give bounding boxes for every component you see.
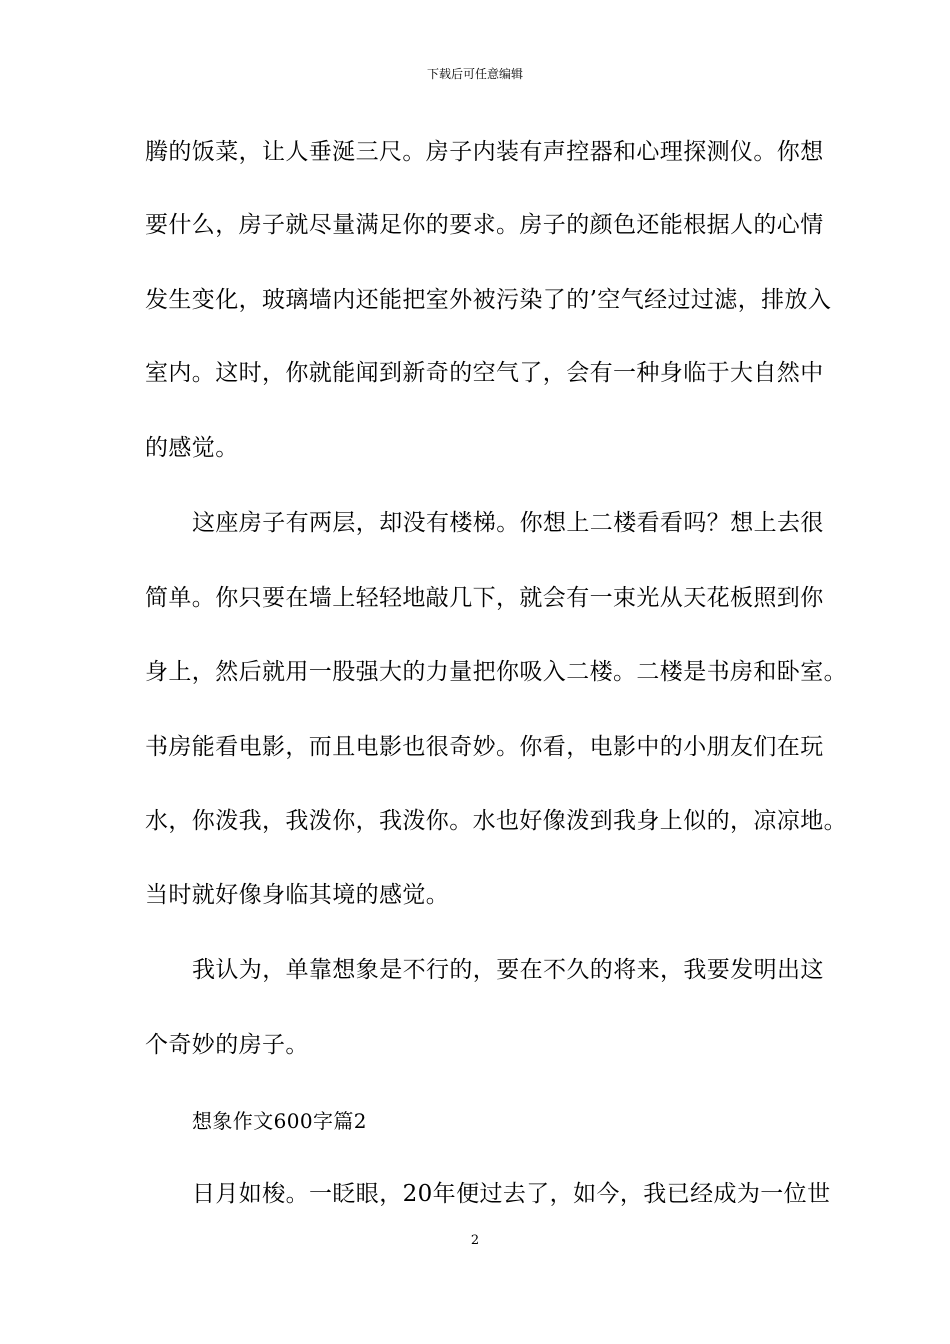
body-line: 发生变化，玻璃墙内还能把室外被污染了的’空气经过过滤，排放入 <box>145 287 832 313</box>
paragraph-first-line: 我认为，单靠想象是不行的，要在不久的将来，我要发明出这 <box>192 957 824 983</box>
body-line: 室内。这时，你就能闻到新奇的空气了，会有一种身临于大自然中 <box>145 360 824 386</box>
body-line: 个奇妙的房子。 <box>145 1032 309 1058</box>
body-line: 的感觉。 <box>145 435 239 461</box>
page-number: 2 <box>470 1233 480 1248</box>
paragraph-first-line: 日月如梭。一眨眼，20年便过去了，如今，我已经成为一位世 <box>192 1181 831 1207</box>
paragraph-first-line: 这座房子有两层，却没有楼梯。你想上二楼看看吗？想上去很 <box>192 510 824 536</box>
body-line: 简单。你只要在墙上轻轻地敲几下，就会有一束光从天花板照到你 <box>145 585 824 611</box>
page-header: 下载后可任意编辑 <box>426 67 523 81</box>
body-line: 书房能看电影，而且电影也很奇妙。你看，电影中的小朋友们在玩 <box>145 734 824 760</box>
body-line: 当时就好像身临其境的感觉。 <box>145 882 450 908</box>
body-line: 身上，然后就用一股强大的力量把你吸入二楼。二楼是书房和卧室。 <box>145 659 847 685</box>
section-heading: 想象作文600字篇2 <box>192 1109 367 1133</box>
body-line: 水，你泼我，我泼你，我泼你。水也好像泼到我身上似的，凉凉地。 <box>145 808 847 834</box>
body-line: 腾的饭菜，让人垂涎三尺。房子内装有声控器和心理探测仪。你想 <box>145 139 824 165</box>
body-line: 要什么，房子就尽量满足你的要求。房子的颜色还能根据人的心情 <box>145 212 824 238</box>
